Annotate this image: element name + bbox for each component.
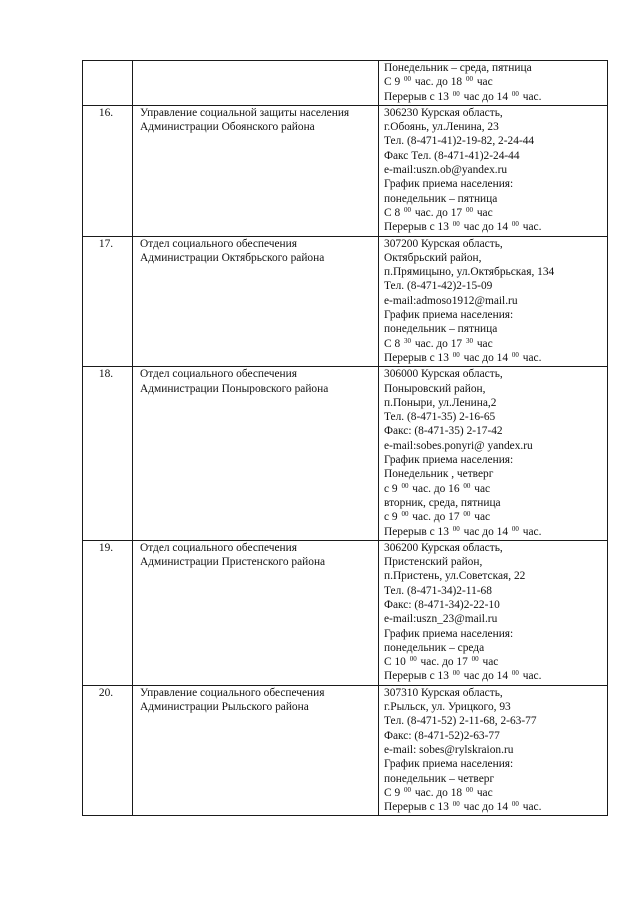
time-middle: час до 14	[460, 801, 511, 814]
time-prefix: Перерыв с 13	[384, 351, 452, 364]
minutes-superscript: 00	[463, 481, 471, 490]
minutes-superscript: 00	[452, 524, 460, 533]
contact-line: понедельник – пятница	[384, 192, 498, 205]
minutes-superscript: 00	[511, 350, 519, 359]
time-middle: час до 14	[460, 525, 511, 538]
time-suffix: час	[471, 511, 491, 524]
row-number: 17.	[83, 236, 133, 367]
time-prefix: с 9	[384, 511, 401, 524]
row-number: 20.	[83, 685, 133, 816]
minutes-superscript: 00	[404, 205, 411, 214]
contact-info-cell	[379, 685, 608, 816]
phone-line: Тел. (8-471-34)2-11-68	[384, 584, 492, 597]
organization-cell	[133, 367, 379, 541]
schedule-time-line	[384, 337, 605, 351]
minutes-superscript: 30	[465, 336, 473, 345]
fax-line: Факс: (8-471-34)2-22-10	[384, 598, 500, 611]
time-prefix: С 9	[384, 786, 403, 799]
time-middle: час. до 17	[417, 656, 471, 669]
contact-line: п.Поныри, ул.Ленина,2	[384, 396, 497, 409]
table-row	[83, 61, 608, 106]
minutes-superscript: 00	[471, 655, 479, 664]
phone-line: Тел. (8-471-42)2-15-09	[384, 280, 493, 293]
schedule-time-line	[384, 800, 605, 814]
schedule-time-line	[384, 220, 605, 234]
time-middle: час до 14	[460, 670, 511, 683]
schedule-time-line	[384, 206, 605, 220]
minutes-superscript: 30	[404, 336, 411, 345]
time-prefix: Перерыв с 13	[384, 801, 452, 814]
table-row	[83, 236, 608, 367]
email-line: e-mail: sobes@rylskraion.ru	[384, 743, 514, 756]
row-number: 18.	[83, 367, 133, 541]
schedule-heading: График приема населения:	[384, 178, 514, 191]
organization-cell	[133, 236, 379, 367]
minutes-superscript: 00	[511, 524, 519, 533]
schedule-time-line	[384, 655, 605, 669]
organization-name: Отдел социального обеспечения Администрации Октябрьского района	[140, 237, 325, 264]
table-row	[83, 685, 608, 816]
organization-name: Отдел социального обеспечения Администрации Пристенского района	[140, 541, 326, 569]
contact-line: Пристенский район,	[384, 556, 483, 569]
minutes-superscript: 00	[401, 510, 409, 519]
time-prefix: Перерыв с 13	[384, 670, 452, 683]
minutes-superscript: 00	[409, 655, 417, 664]
contact-line: понедельник – четверг	[384, 772, 495, 785]
schedule-heading: График приема населения:	[384, 454, 514, 467]
schedule-time-line	[384, 482, 605, 496]
organization-name: Отдел социального обеспечения Администрации Поныровского района	[140, 368, 329, 395]
organization-cell	[133, 105, 379, 236]
phone-line: Тел. (8-471-35) 2-16-65	[384, 411, 496, 424]
minutes-superscript: 00	[404, 75, 411, 84]
email-line: e-mail:uszn_23@mail.ru	[384, 613, 498, 626]
schedule-time-line	[384, 351, 605, 365]
time-suffix: час	[473, 786, 493, 799]
row-number: 16.	[83, 105, 133, 236]
time-prefix: Перерыв с 13	[384, 221, 452, 234]
contact-line: вторник, среда, пятница	[384, 496, 501, 509]
time-suffix: час.	[519, 670, 542, 683]
time-prefix: с 9	[384, 482, 401, 495]
time-suffix: час.	[519, 801, 542, 814]
organization-cell	[133, 540, 379, 685]
fax-line: Факс: (8-471-35) 2-17-42	[384, 425, 503, 438]
schedule-time-line	[384, 75, 605, 89]
organization-name: Управление социальной защиты населения Администрации Обоянского района	[140, 106, 350, 134]
contact-line: г.Обоянь, ул.Ленина, 23	[384, 121, 499, 134]
table-row	[83, 105, 608, 236]
time-suffix: час	[471, 482, 491, 495]
minutes-superscript: 00	[511, 800, 519, 809]
minutes-superscript: 00	[465, 75, 473, 84]
time-middle: час. до 17	[409, 511, 463, 524]
minutes-superscript: 00	[465, 205, 473, 214]
minutes-superscript: 00	[452, 800, 460, 809]
minutes-superscript: 00	[404, 785, 411, 794]
time-prefix: С 10	[384, 656, 409, 669]
time-middle: час до 14	[460, 351, 511, 364]
minutes-superscript: 00	[511, 220, 519, 229]
contact-line: Октябрьский район,	[384, 251, 482, 264]
schedule-time-line	[384, 786, 605, 800]
time-prefix: С 9	[384, 76, 403, 89]
contact-line: Понедельник , четверг	[384, 468, 494, 481]
minutes-superscript: 00	[452, 89, 460, 98]
minutes-superscript: 00	[452, 350, 460, 359]
fax-line: Факс: (8-471-52)2-63-77	[384, 729, 500, 742]
minutes-superscript: 00	[465, 785, 473, 794]
contact-line: 306200 Курская область,	[384, 541, 503, 554]
phone-line: Тел. (8-471-52) 2-11-68, 2-63-77	[384, 715, 537, 728]
minutes-superscript: 00	[452, 669, 460, 678]
time-suffix: час	[473, 206, 493, 219]
time-suffix: час	[479, 656, 499, 669]
contact-info-cell	[379, 540, 608, 685]
contact-info-cell	[379, 105, 608, 236]
schedule-time-line	[384, 525, 605, 539]
phone-line: Тел. (8-471-41)2-19-82, 2-24-44	[384, 135, 535, 148]
contact-line: 307310 Курская область,	[384, 686, 503, 699]
contact-line: п.Пристень, ул.Советская, 22	[384, 570, 526, 583]
contact-line: понедельник – среда	[384, 641, 485, 654]
email-line: e-mail:sobes.ponyri@ yandex.ru	[384, 439, 533, 452]
contact-line: Понедельник – среда, пятница	[384, 62, 532, 74]
table-row	[83, 367, 608, 541]
social-services-table	[82, 60, 608, 816]
schedule-heading: График приема населения:	[384, 627, 514, 640]
contact-line: 307200 Курская область,	[384, 237, 503, 250]
schedule-heading: График приема населения:	[384, 309, 514, 322]
organization-name: Управление социального обеспечения Администрации Рыльского района	[140, 686, 325, 714]
time-suffix: час	[473, 76, 493, 89]
contact-line: Поныровский район,	[384, 382, 486, 395]
time-prefix: Перерыв с 13	[384, 525, 452, 538]
time-prefix: Перерыв с 13	[384, 90, 452, 103]
organization-cell	[133, 61, 379, 106]
minutes-superscript: 00	[511, 89, 519, 98]
contact-line: п.Прямицыно, ул.Октябрьская, 134	[384, 266, 555, 279]
contact-info-cell	[379, 236, 608, 367]
contact-line: 306230 Курская область,	[384, 106, 503, 119]
time-middle: час до 14	[460, 221, 511, 234]
table-row	[83, 540, 608, 685]
time-suffix: час.	[519, 525, 542, 538]
contact-line: понедельник – пятница	[384, 323, 498, 336]
time-prefix: С 8	[384, 206, 403, 219]
schedule-heading: График приема населения:	[384, 758, 514, 771]
row-number: 19.	[83, 540, 133, 685]
minutes-superscript: 00	[401, 481, 409, 490]
organization-cell	[133, 685, 379, 816]
schedule-time-line	[384, 669, 605, 683]
row-number	[83, 61, 133, 106]
contact-line: 306000 Курская область,	[384, 368, 503, 381]
time-suffix: час.	[519, 221, 542, 234]
schedule-time-line	[384, 90, 605, 104]
minutes-superscript: 00	[511, 669, 519, 678]
time-middle: час. до 18	[412, 786, 465, 799]
time-suffix: час.	[519, 90, 542, 103]
time-suffix: час.	[519, 351, 542, 364]
minutes-superscript: 00	[463, 510, 471, 519]
contact-info-cell	[379, 367, 608, 541]
time-middle: час. до 17	[412, 206, 465, 219]
time-middle: час до 14	[460, 90, 511, 103]
email-line: e-mail:uszn.ob@yandex.ru	[384, 164, 508, 177]
minutes-superscript: 00	[452, 220, 460, 229]
time-suffix: час	[473, 337, 493, 350]
table-body	[83, 61, 608, 816]
fax-line: Факс Тел. (8-471-41)2-24-44	[384, 149, 520, 162]
time-middle: час. до 17	[412, 337, 465, 350]
email-line: e-mail:admoso1912@mail.ru	[384, 294, 518, 307]
time-middle: час. до 16	[409, 482, 463, 495]
time-prefix: С 8	[384, 337, 403, 350]
time-middle: час. до 18	[412, 76, 465, 89]
schedule-time-line	[384, 510, 605, 524]
contact-info-cell	[379, 61, 608, 106]
contact-line: г.Рыльск, ул. Урицкого, 93	[384, 701, 511, 714]
